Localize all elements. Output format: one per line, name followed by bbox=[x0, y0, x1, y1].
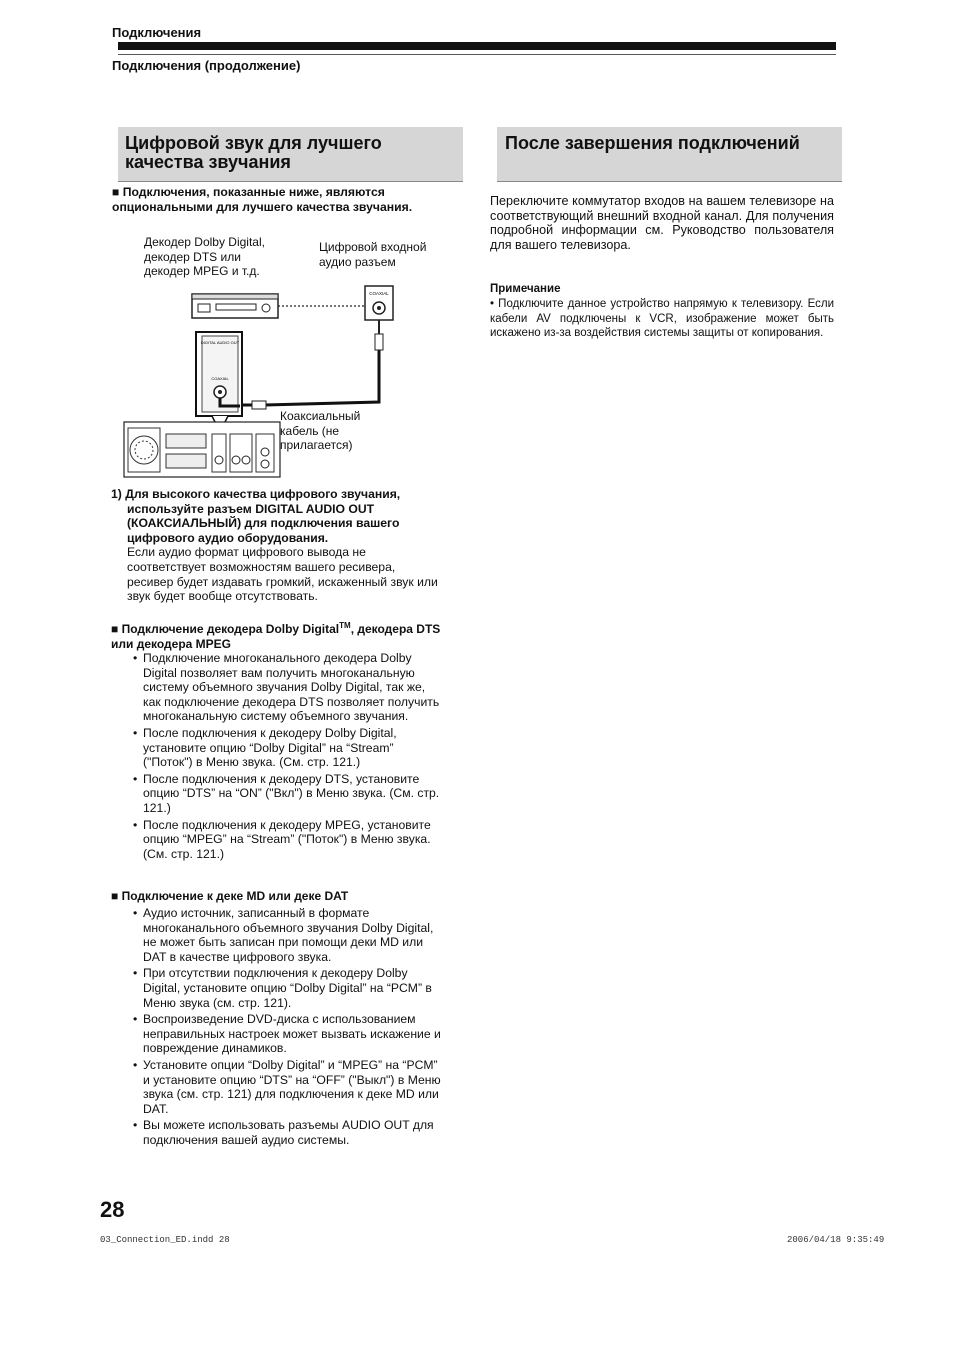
sec2-title-a: ■ Подключение декодера Dolby Digital bbox=[111, 622, 340, 636]
cable-label: Коаксиальный кабель (не прилагается) bbox=[280, 409, 361, 453]
header-rule-thick bbox=[118, 42, 836, 50]
list-item: • Установите опции “Dolby Digital” и “MPEG” на “PCM” и установите опцию “DTS” на “OFF” ("Выкл") в Меню звука (см. стр. 121) для подключения к деке MD или DAT. bbox=[133, 1057, 441, 1116]
sec2-title-b: , декодера DTS или декодера MPEG bbox=[111, 622, 441, 651]
connection-diagram bbox=[120, 282, 420, 492]
coaxial-tag-2: COAXIAL bbox=[211, 376, 229, 381]
footer-file: 03_Connection_ED.indd 28 bbox=[100, 1235, 230, 1245]
coaxial-cable bbox=[240, 320, 383, 409]
list-item: • Вы можете использовать разъемы AUDIO OUT для подключения вашей аудио системы. bbox=[133, 1118, 434, 1147]
header-rule-thin bbox=[118, 54, 836, 55]
right-title: После завершения подключений bbox=[505, 133, 800, 153]
page-number: 28 bbox=[100, 1197, 125, 1222]
digital-out-callout bbox=[196, 332, 242, 432]
dvd-rear-panel bbox=[124, 422, 280, 477]
list-item: • Подключение многоканального декодера Dolby Digital позволяет вам получить многоканальную систему объемного звучания Dolby Digital, так же, как подключение декодера DTS позволяет получить многоканальную систему объемного звучания. bbox=[133, 651, 440, 724]
digital-tag: DIGITAL AUDIO OUT bbox=[200, 340, 240, 345]
note1-text: Если аудио формат цифрового вывода не соответствует возможностям вашего ресивера, ресивер будет издавать громкий, искаженный звук или звук будет вообще отсутствовать. bbox=[127, 545, 438, 604]
intro-text: ■ Подключения, показанные ниже, являются опциональными для лучшего качества звучания. bbox=[112, 185, 413, 214]
note-title: Примечание bbox=[490, 283, 561, 295]
list-item: • Воспроизведение DVD-диска с использованием неправильных настроек может вызвать искажение и повреждение динамиков. bbox=[133, 1012, 441, 1056]
note-text: • Подключите данное устройство напрямую к телевизору. Если кабели AV подключены к VCR, изображение может быть искажено из-за воздействия системы защиты от копирования. bbox=[490, 298, 834, 340]
right-title-box bbox=[497, 127, 842, 182]
list-item: • После подключения к декодеру Dolby Digital, установите опцию “Dolby Digital” на “Stream” ("Поток") в Меню звука. (См. стр. 121.) bbox=[133, 725, 397, 770]
left-title: Цифровой звук для лучшего качества звучания bbox=[125, 133, 382, 172]
list-item: • После подключения к декодеру DTS, установите опцию “DTS” на “ON” ("Вкл") в Меню звука. (См. стр. 121.) bbox=[133, 771, 440, 815]
list-item: • При отсутствии подключения к декодеру Dolby Digital, установите опцию “Dolby Digital” на “PCM” в Меню звука (см. стр. 121). bbox=[133, 966, 432, 1010]
coaxial-tag: COAXIAL bbox=[369, 291, 389, 296]
left-title-box bbox=[118, 127, 463, 182]
decoder-label: Декодер Dolby Digital, декодер DTS или декодер MPEG и т.д. bbox=[144, 235, 265, 279]
subsection-header: Подключения (продолжение) bbox=[112, 58, 301, 73]
sec2-list bbox=[133, 651, 443, 863]
sec3-title: ■ Подключение к деке MD или деке DAT bbox=[111, 889, 349, 903]
footer-date: 2006/04/18 9:35:49 bbox=[787, 1235, 885, 1245]
right-paragraph: Переключите коммутатор входов на вашем телевизоре на соответствующий внешний входной канал. Для получения подробной информации см. Руководство пользователя для вашего телевизора. bbox=[490, 194, 834, 252]
list-item: • После подключения к декодеру MPEG, установите опцию “MPEG” на “Stream” ("Поток") в Меню звука. (См. стр. 121.) bbox=[133, 817, 431, 861]
decoder-device bbox=[192, 294, 365, 318]
input-label: Цифровой входной аудио разъем bbox=[319, 240, 427, 269]
sec2-title bbox=[111, 619, 441, 651]
sec3-list bbox=[133, 906, 443, 1150]
tm-mark: TM bbox=[339, 621, 351, 630]
digital-input-jack bbox=[365, 286, 393, 320]
note1 bbox=[111, 487, 441, 604]
list-item: • Аудио источник, записанный в формате многоканального объемного звучания Dolby Digital, не может быть записан при помощи деки MD или DAT в качестве цифрового звука. bbox=[133, 906, 434, 964]
section-header: Подключения bbox=[112, 25, 202, 40]
note1-bold: 1) Для высокого качества цифрового звучания, используйте разъем DIGITAL AUDIO OUT (КОАКСИАЛЬНЫЙ) для подключения вашего цифрового аудио оборудования. bbox=[111, 487, 401, 545]
